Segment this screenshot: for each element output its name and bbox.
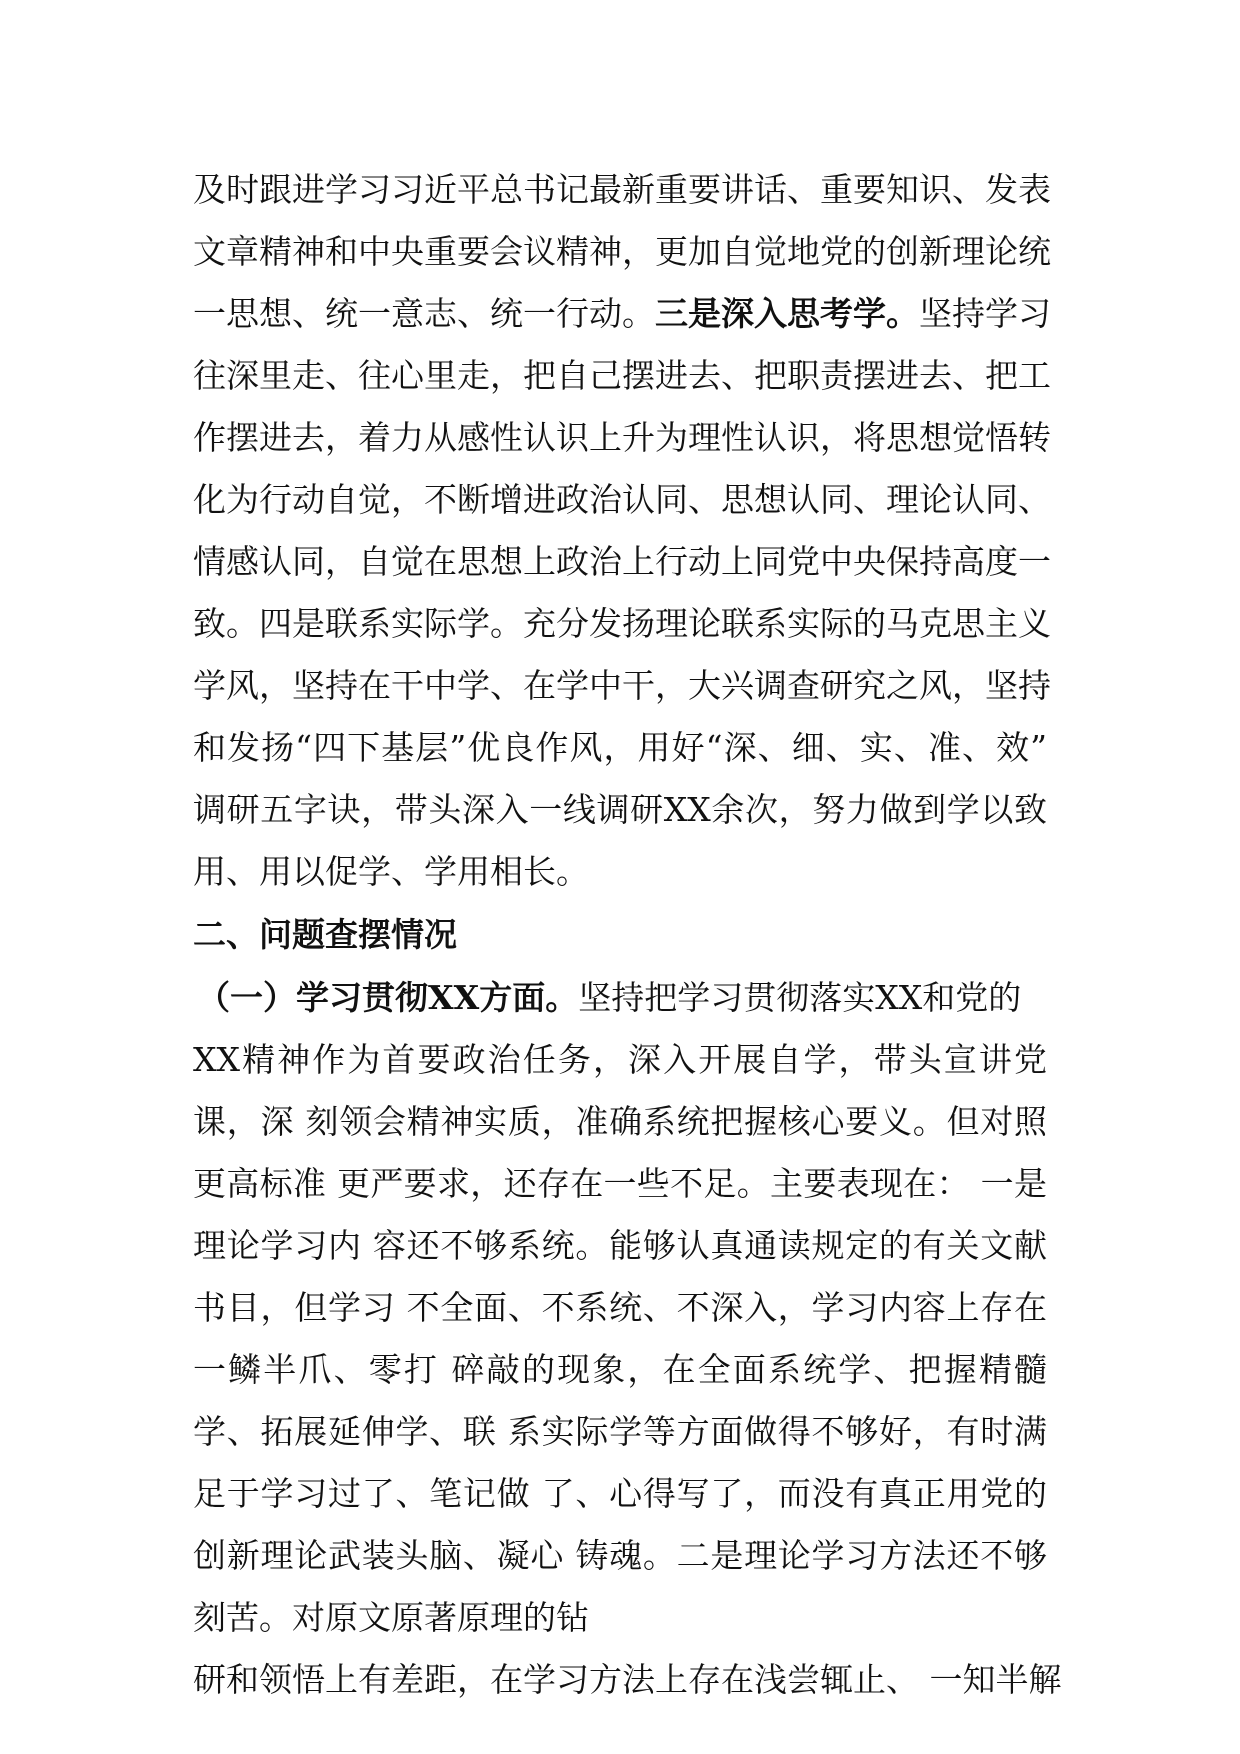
body-line-6: 化为行动自觉，不断增进政治认同、思想认同、理论认同、 [193, 480, 1051, 519]
subsection-title: （一）学习贯彻XX方面。 [197, 978, 579, 1017]
body-line-7: 情感认同，自觉在思想上政治上行动上同党中央保持高度一 [193, 542, 1051, 581]
body-line-10: 和发扬“四下基层”优良作风，用好“深、细、实、准、效” [193, 728, 1047, 767]
subsection-line [197, 967, 1051, 1029]
body-line-15: 课，深 刻领会精神实质，准确系统把握核心要义。但对照 [193, 1102, 1047, 1141]
body-line-24: 研和领悟上有差距，在学习方法上存在浅尝辄止、 一知半解 [193, 1660, 1062, 1699]
body-line-3 [193, 283, 1051, 345]
body-line-11: 调研五字诀，带头深入一线调研XX余次，努力做到学以致 [193, 790, 1047, 829]
subsection-text: 坚持把学习贯彻落实XX和党的 [578, 978, 1022, 1017]
body-line-3-text-b: 坚持学习 [919, 294, 1051, 333]
body-line-22: 创新理论武装头脑、凝心 铸魂。二是理论学习方法还不够 [193, 1536, 1047, 1575]
body-line-21: 足于学习过了、笔记做 了、心得写了，而没有真正用党的 [193, 1474, 1047, 1513]
body-line-3-text-a: 一思想、统一意志、统一行动。 [193, 294, 655, 333]
body-line-17: 理论学习内 容还不够系统。能够认真通读规定的有关文献 [193, 1226, 1047, 1265]
body-line-9: 学风，坚持在干中学、在学中干，大兴调查研究之风，坚持 [193, 666, 1051, 705]
section-heading: 二、问题查摆情况 [193, 915, 457, 954]
body-line-4: 往深里走、往心里走，把自己摆进去、把职责摆进去、把工 [193, 356, 1051, 395]
body-line-1: 及时跟进学习习近平总书记最新重要讲话、重要知识、发表 [193, 170, 1051, 209]
body-line-19: 一鳞半爪、零打 碎敲的现象，在全面系统学、把握精髓 [193, 1350, 1047, 1389]
body-line-20: 学、拓展延伸学、联 系实际学等方面做得不够好，有时满 [193, 1412, 1047, 1451]
body-line-16: 更高标准 更严要求，还存在一些不足。主要表现在： 一是 [193, 1164, 1047, 1203]
body-line-23: 刻苦。对原文原著原理的钻 [193, 1598, 589, 1637]
body-line-14: XX精神作为首要政治任务，深入开展自学，带头宣讲党 [193, 1040, 1047, 1079]
body-line-3-bold: 三是深入思考学。 [655, 294, 919, 333]
body-line-2: 文章精神和中央重要会议精神，更加自觉地党的创新理论统 [193, 232, 1051, 271]
body-line-18: 书目，但学习 不全面、不系统、不深入，学习内容上存在 [193, 1288, 1047, 1327]
body-line-8: 致。四是联系实际学。充分发扬理论联系实际的马克思主义 [193, 604, 1051, 643]
body-line-5: 作摆进去，着力从感性认识上升为理性认识，将思想觉悟转 [193, 418, 1051, 457]
body-line-12: 用、用以促学、学用相长。 [193, 852, 589, 891]
